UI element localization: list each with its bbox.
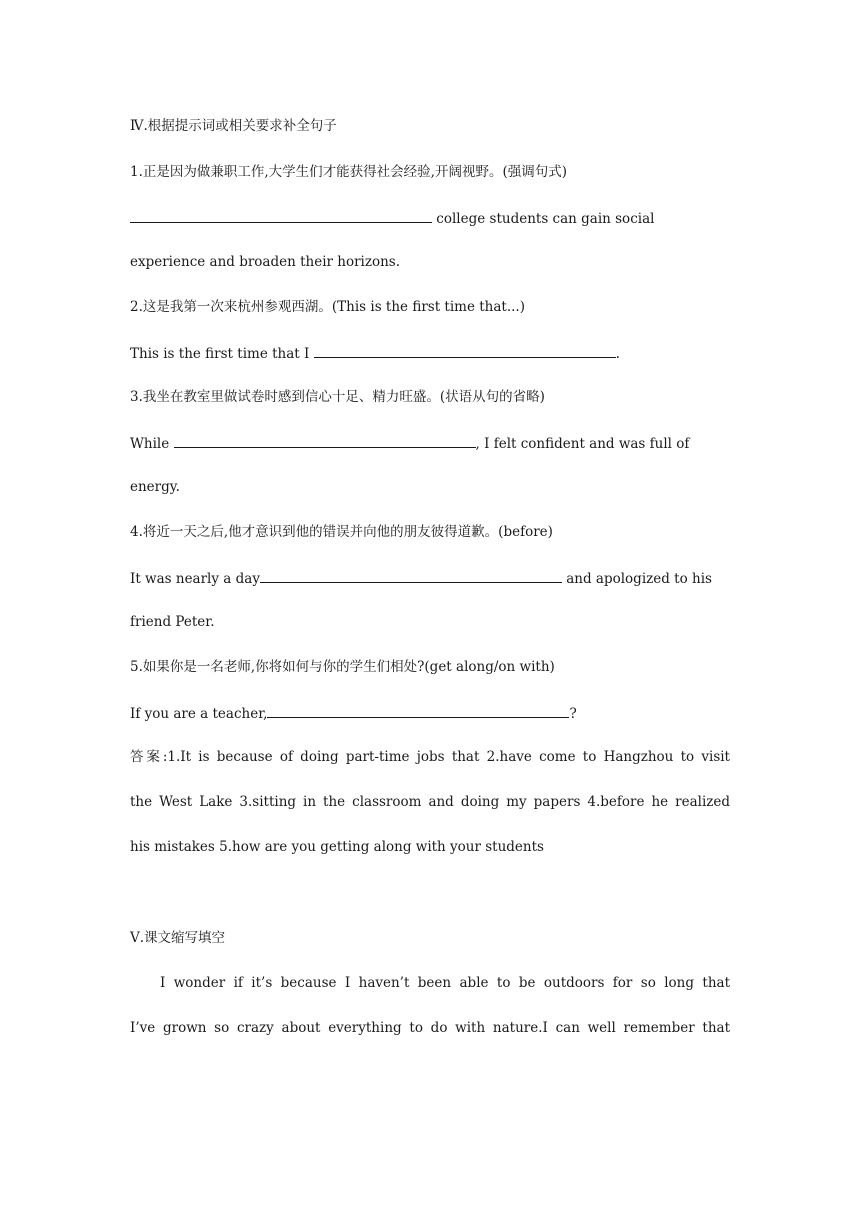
answer-line-3: his mistakes 5.how are you getting along with your students	[130, 839, 544, 855]
item-1-suffix: college students can gain social	[432, 211, 655, 227]
item-4-suffix: and apologized to his	[561, 571, 712, 587]
item-3-suffix: , I felt confident and was full of	[475, 436, 690, 452]
item-5-prompt: 5.如果你是一名老师,你将如何与你的学生们相处?(get along/on with)	[130, 659, 555, 675]
item-4-blank[interactable]	[260, 568, 562, 583]
item-3-answer-line	[130, 433, 730, 453]
item-4-answer-line	[130, 568, 730, 588]
item-2-blank[interactable]	[314, 343, 616, 358]
item-1-continuation: experience and broaden their horizons.	[130, 254, 401, 270]
item-5-suffix: ?	[569, 706, 577, 722]
answer-line-2: the West Lake 3.sitting in the classroom and doing my papers 4.before he realized	[130, 794, 730, 810]
item-3-continuation: energy.	[130, 479, 180, 495]
section-5-heading: Ⅴ.课文缩写填空	[130, 930, 226, 946]
item-4-prefix: It was nearly a day	[130, 571, 260, 587]
item-4-prompt: 4.将近一天之后,他才意识到他的错误并向他的朋友彼得道歉。(before)	[130, 524, 553, 540]
item-2-prompt: 2.这是我第一次来杭州参观西湖。(This is the first time that...)	[130, 299, 525, 315]
item-2-answer-line	[130, 343, 730, 363]
item-4-continuation: friend Peter.	[130, 614, 215, 630]
item-2-suffix: .	[615, 346, 620, 362]
item-1-prompt: 1.正是因为做兼职工作,大学生们才能获得社会经验,开阔视野。(强调句式)	[130, 164, 567, 180]
item-3-blank[interactable]	[174, 433, 476, 448]
answer-line-1: 答案:1.It is because of doing part-time jobs that 2.have come to Hangzhou to visit	[130, 749, 730, 765]
item-5-answer-line	[130, 703, 730, 723]
item-3-prefix: While	[130, 436, 174, 452]
item-5-prefix: If you are a teacher,	[130, 706, 268, 722]
item-5-blank[interactable]	[267, 703, 569, 718]
paragraph-line-2: I’ve grown so crazy about everything to do with nature.I can well remember that	[130, 1020, 730, 1036]
item-1-blank[interactable]	[130, 208, 432, 223]
section-4-heading: Ⅳ.根据提示词或相关要求补全句子	[130, 118, 337, 134]
paragraph-line-1: I wonder if it’s because I haven’t been able to be outdoors for so long that	[160, 975, 730, 991]
item-1-answer-line	[130, 208, 730, 228]
item-3-prompt: 3.我坐在教室里做试卷时感到信心十足、精力旺盛。(状语从句的省略)	[130, 389, 545, 405]
item-2-prefix: This is the first time that I	[130, 346, 314, 362]
